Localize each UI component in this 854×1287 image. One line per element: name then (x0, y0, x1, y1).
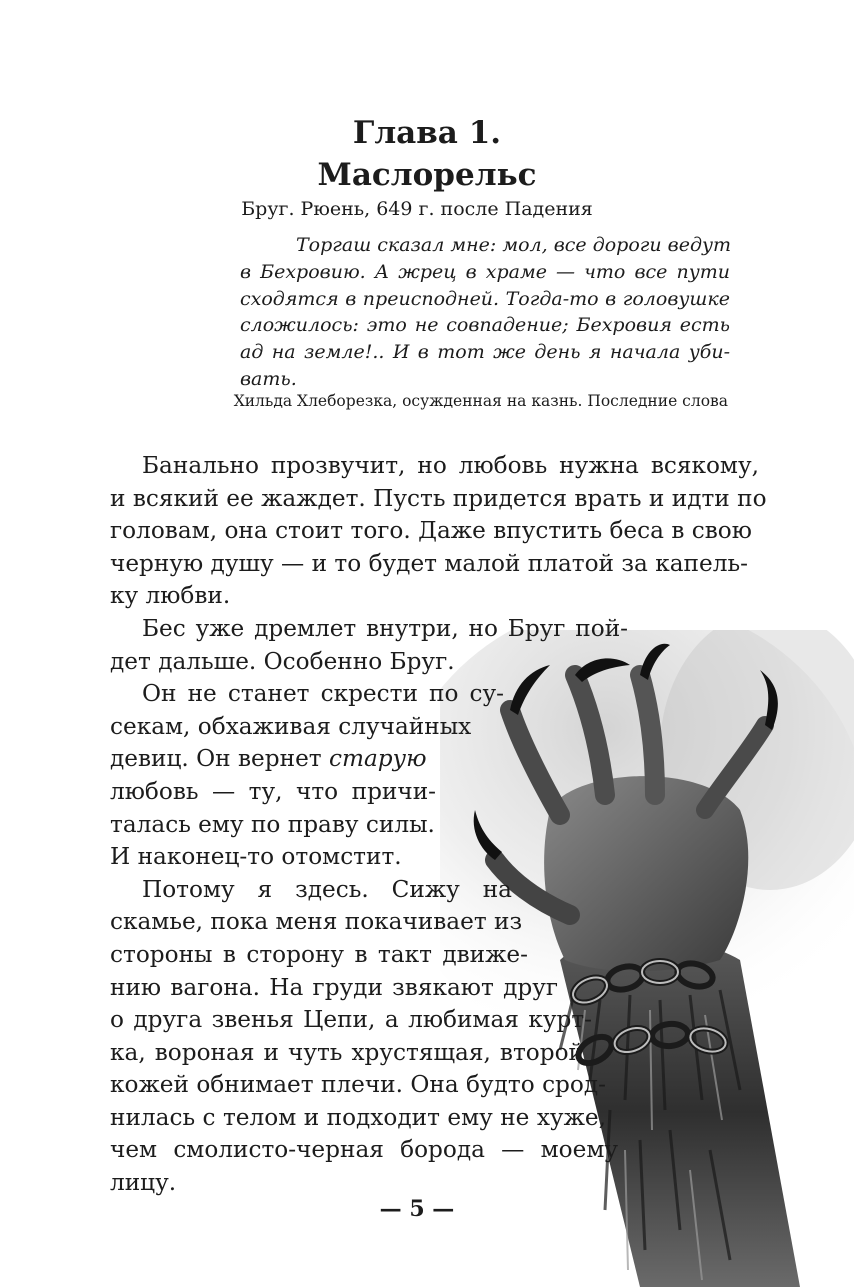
text-line: черную душу — и то будет малой платой за капель- (110, 549, 748, 577)
epigraph (240, 232, 730, 393)
place-date-subtitle: Бруг. Рюень, 649 г. после Падения (241, 198, 593, 220)
chapter-number: Глава 1. (352, 115, 502, 151)
paragraph-1 (110, 450, 767, 613)
text-line: ка, вороная и чуть хрустящая, второй (110, 1038, 584, 1066)
text-line: чем смолисто-черная борода — моему (110, 1136, 618, 1164)
text-line: Банально прозвучит, но любовь нужна всякому, (142, 452, 759, 479)
text-line: секам, обхаживая случайных (110, 712, 472, 740)
text-line: Он не станет скрести по су- (142, 680, 504, 708)
paragraph-4 (110, 874, 759, 1200)
epigraph-line: сложилось: это не совпадение; Бехровия есть (240, 314, 730, 337)
text-line: кожей обнимает плечи. Она будто срод- (110, 1071, 606, 1099)
epigraph-line: вать. (240, 367, 297, 390)
text-line: головам, она стоит того. Даже впустить беса в свою (110, 517, 752, 545)
chapter-body (110, 450, 767, 1200)
epigraph-line: сходятся в преисподней. Тогда-то в головушке (240, 287, 730, 310)
text-line: стороны в сторону в такт движе- (110, 940, 528, 968)
emphasized-word: старую (329, 745, 427, 773)
text-line: скамье, пока меня покачивает из (110, 908, 523, 936)
text-line: Бес уже дремлет внутри, но Бруг пой- (142, 614, 628, 642)
text-line (110, 743, 759, 776)
text-line: Потому я здесь. Сижу на (142, 875, 512, 903)
text-line: талась ему по праву силы. (110, 810, 435, 838)
text-line: и всякий ее жаждет. Пусть придется врать и идти по (110, 484, 767, 512)
text-line: любовь — ту, что причи- (110, 777, 436, 805)
epigraph-attribution: Хильда Хлеборезка, осужденная на казнь. Последние слова (233, 392, 728, 410)
text-line: о друга звенья Цепи, а любимая курт- (110, 1006, 592, 1034)
text-line: ку любви. (110, 582, 231, 610)
chapter-title (0, 112, 854, 196)
text-line: лицу. (110, 1169, 177, 1197)
page-number: — 5 — (379, 1196, 455, 1222)
chapter-name: Маслорельс (317, 157, 537, 193)
epigraph-line: Торгаш сказал мне: мол, все дороги ведут (296, 234, 732, 256)
epigraph-line: в Бехровию. А жрец в храме — что все пути (240, 260, 730, 283)
paragraph-3 (110, 678, 759, 874)
paragraph-2 (110, 613, 759, 678)
text-line: И наконец-то отомстит. (110, 843, 402, 871)
text-line: нию вагона. На груди звякают друг (110, 973, 558, 1001)
text-line: дет дальше. Особенно Бруг. (110, 647, 455, 675)
text-line: нилась с телом и подходит ему не хуже, (110, 1103, 606, 1131)
text-span: девиц. Он вернет (110, 745, 329, 773)
epigraph-line: ад на земле!.. И в тот же день я начала уби- (240, 341, 730, 364)
